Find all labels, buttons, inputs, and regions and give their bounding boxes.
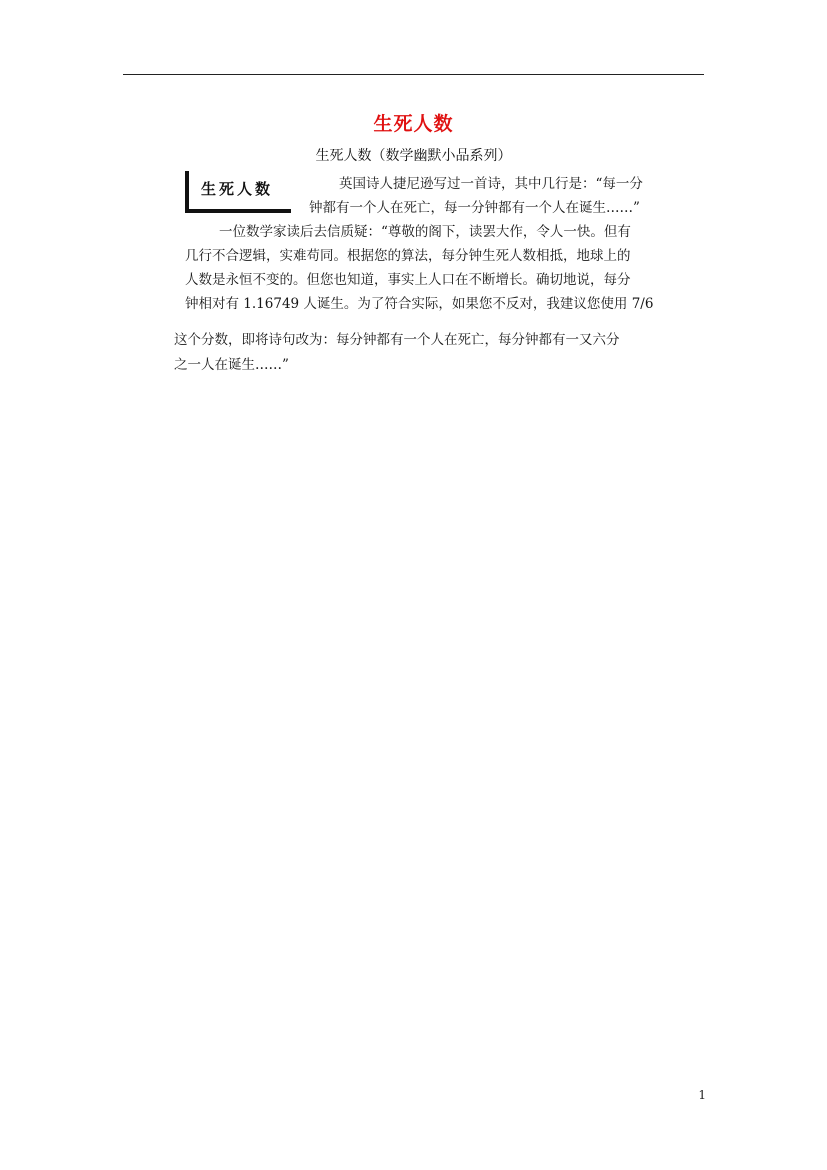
header-rule bbox=[123, 74, 704, 75]
scanned-excerpt bbox=[185, 166, 655, 316]
excerpt-line: 一位数学家读后去信质疑：“尊敬的阁下，读罢大作，令人一快。但有 bbox=[219, 224, 631, 240]
excerpt-line: 钟都有一个人在死亡，每一分钟都有一个人在诞生……” bbox=[309, 200, 640, 216]
page-number: 1 bbox=[698, 1088, 706, 1102]
section-badge-label: 生死人数 bbox=[201, 180, 274, 198]
excerpt-line: 人数是永恒不变的。但您也知道，事实上人口在不断增长。确切地说，每分 bbox=[185, 272, 631, 288]
excerpt-line: 英国诗人捷尼逊写过一首诗，其中几行是：“每一分 bbox=[339, 176, 643, 192]
excerpt-line: 几行不合逻辑，实难苟同。根据您的算法，每分钟生死人数相抵，地球上的 bbox=[185, 248, 631, 264]
excerpt-line: 钟相对有 1.16749 人诞生。为了符合实际，如果您不反对，我建议您使用 7/6 bbox=[185, 296, 654, 312]
section-badge bbox=[185, 171, 291, 213]
body-line: 这个分数，即将诗句改为：每分钟都有一个人在死亡，每分钟都有一又六分 bbox=[174, 332, 620, 348]
page-title: 生死人数 bbox=[373, 113, 454, 135]
page-subtitle: 生死人数（数学幽默小品系列） bbox=[315, 148, 512, 164]
body-line: 之一人在诞生……” bbox=[174, 357, 289, 373]
